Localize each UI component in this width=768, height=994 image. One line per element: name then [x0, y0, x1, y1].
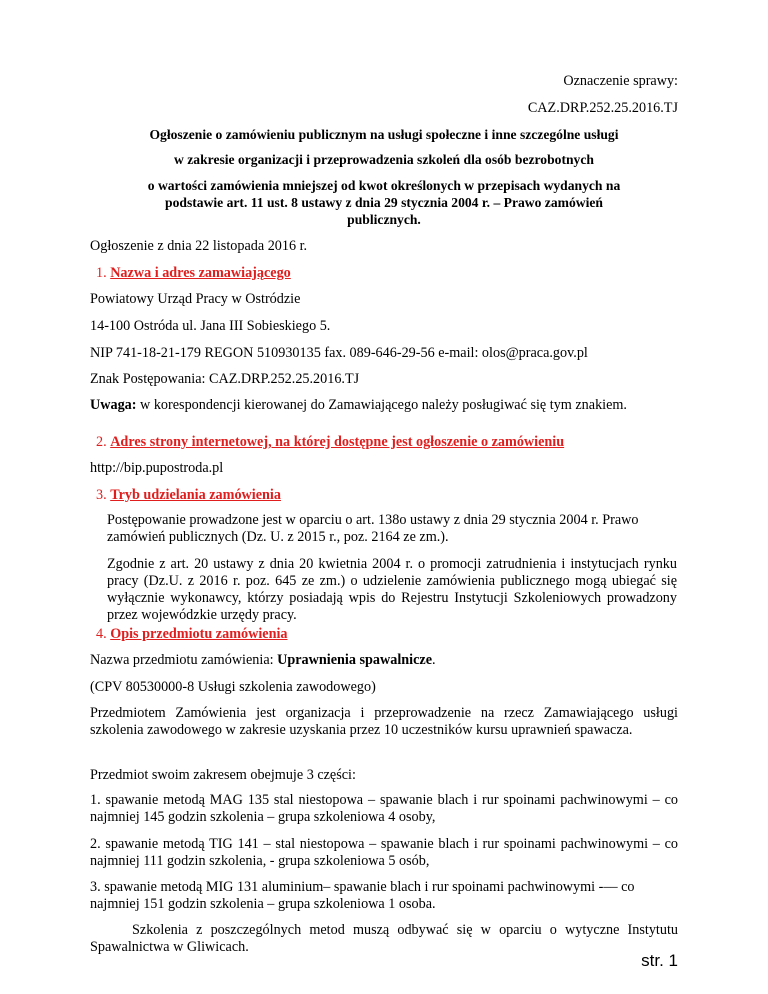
scope-item-3: [90, 879, 678, 913]
section-heading-2: [96, 433, 564, 451]
cpv-code: (CPV 80530000-8 Usługi szkolenia zawodowego): [90, 679, 376, 695]
training-institutions-text: Zgodnie z art. 20 ustawy z dnia 20 kwietnia 2004 r. o promocji zatrudnienia i instytucjach rynku pracy (Dz.U. z 2016 r. poz. 645 ze zm.) o udzielenie zamówienia publicznego mogą ubiegać się wyłącznie wykonawcy, którzy posiadają wpis do Rejestru Instytucji Szkoleniowych prowadzony przez wojewódzkie urzędy pracy.: [107, 556, 677, 623]
note-label: Uwaga:: [90, 397, 137, 413]
subject-name: [90, 651, 436, 669]
subject-name-value: Uprawnienia spawalnicze: [277, 652, 433, 668]
contracting-authority-address: 14-100 Ostróda ul. Jana III Sobieskiego 5.: [90, 318, 331, 334]
note-text: w korespondencji kierowanej do Zamawiającego należy posługiwać się tym znakiem.: [136, 397, 627, 413]
procedure-mode-text: Postępowanie prowadzone jest w oparciu o art. 138o ustawy z dnia 29 stycznia 2004 r. Prawo zamówień publicznych (Dz. U. z 2015 r., poz. 2164 ze zm.).: [107, 512, 639, 545]
contracting-authority-name: Powiatowy Urząd Pracy w Ostródzie: [90, 291, 301, 307]
section-title: Opis przedmiotu zamówienia: [110, 626, 288, 642]
title-line-4: podstawie art. 11 ust. 8 ustawy z dnia 29 stycznia 2004 r. – Prawo zamówień: [165, 195, 603, 210]
contracting-authority-ids: NIP 741-18-21-179 REGON 510930135 fax. 089-646-29-56 e-mail: olos@praca.gov.pl: [90, 345, 588, 361]
section-heading-4: [96, 625, 288, 643]
title-line-2: w zakresie organizacji i przeprowadzenia szkoleń dla osób bezrobotnych: [174, 152, 594, 167]
section-title: Tryb udzielania zamówienia: [110, 487, 281, 503]
case-label: Oznaczenie sprawy:: [563, 73, 678, 89]
section-number: 2.: [96, 434, 107, 450]
title-line-5: publicznych.: [347, 212, 421, 227]
subject-name-end: .: [432, 652, 436, 668]
correspondence-note: [90, 397, 690, 414]
scope-item-text: 1. spawanie metodą MAG 135 stal niestopowa – spawanie blach i rur spoinami pachwinowymi – co najmniej 145 godzin szkolenia – grupa szkoleniowa 4 osoby,: [90, 792, 678, 825]
section-title: Adres strony internetowej, na której dostępne jest ogłoszenie o zamówieniu: [110, 434, 565, 450]
section-number: 1.: [96, 265, 107, 281]
section-number: 3.: [96, 487, 107, 503]
scope-item-text: 2. spawanie metodą TIG 141 – stal niestopowa – spawanie blach i rur spoinami pachwinowymi – co najmniej 111 godzin szkolenia, - grupa szkoleniowa 5 osób,: [90, 836, 678, 869]
scope-item-2: [90, 836, 678, 870]
closing-paragraph: Szkolenia z poszczególnych metod muszą odbywać się w oparciu o wytyczne Instytutu Spawalnictwa w Gliwicach.: [90, 922, 678, 955]
title-line-1: Ogłoszenie o zamówieniu publicznym na usługi społeczne i inne szczególne usługi: [149, 127, 619, 142]
section-heading-3: [96, 486, 281, 504]
page-number: str. 1: [641, 951, 678, 970]
scope-intro: Przedmiot swoim zakresem obejmuje 3 części:: [90, 767, 356, 783]
section-number: 4.: [96, 626, 107, 642]
subject-name-label: Nazwa przedmiotu zamówienia:: [90, 652, 278, 668]
scope-item-text: 3. spawanie metodą MIG 131 aluminium– spawanie blach i rur spoinami pachwinowymi -–– co najmniej 151 godzin szkolenia – grupa szkoleniowa 1 osoba.: [90, 879, 635, 912]
section-title: Nazwa i adres zamawiającego: [110, 265, 291, 281]
title-line-3: o wartości zamówienia mniejszej od kwot określonych w przepisach wydanych na: [147, 178, 621, 193]
section-heading-1: [96, 264, 291, 282]
case-number: CAZ.DRP.252.25.2016.TJ: [527, 100, 678, 116]
scope-item-1: [90, 792, 678, 826]
announcement-date: Ogłoszenie z dnia 22 listopada 2016 r.: [90, 238, 308, 254]
bip-url: http://bip.pupostroda.pl: [90, 460, 224, 476]
procedure-reference: Znak Postępowania: CAZ.DRP.252.25.2016.TJ: [90, 371, 360, 387]
subject-description: Przedmiotem Zamówienia jest organizacja i przeprowadzenie na rzecz Zamawiającego usługi szkolenia zawodowego w zakresie uzyskania przez 10 uczestników kursu uprawnień spawacza.: [90, 705, 678, 738]
